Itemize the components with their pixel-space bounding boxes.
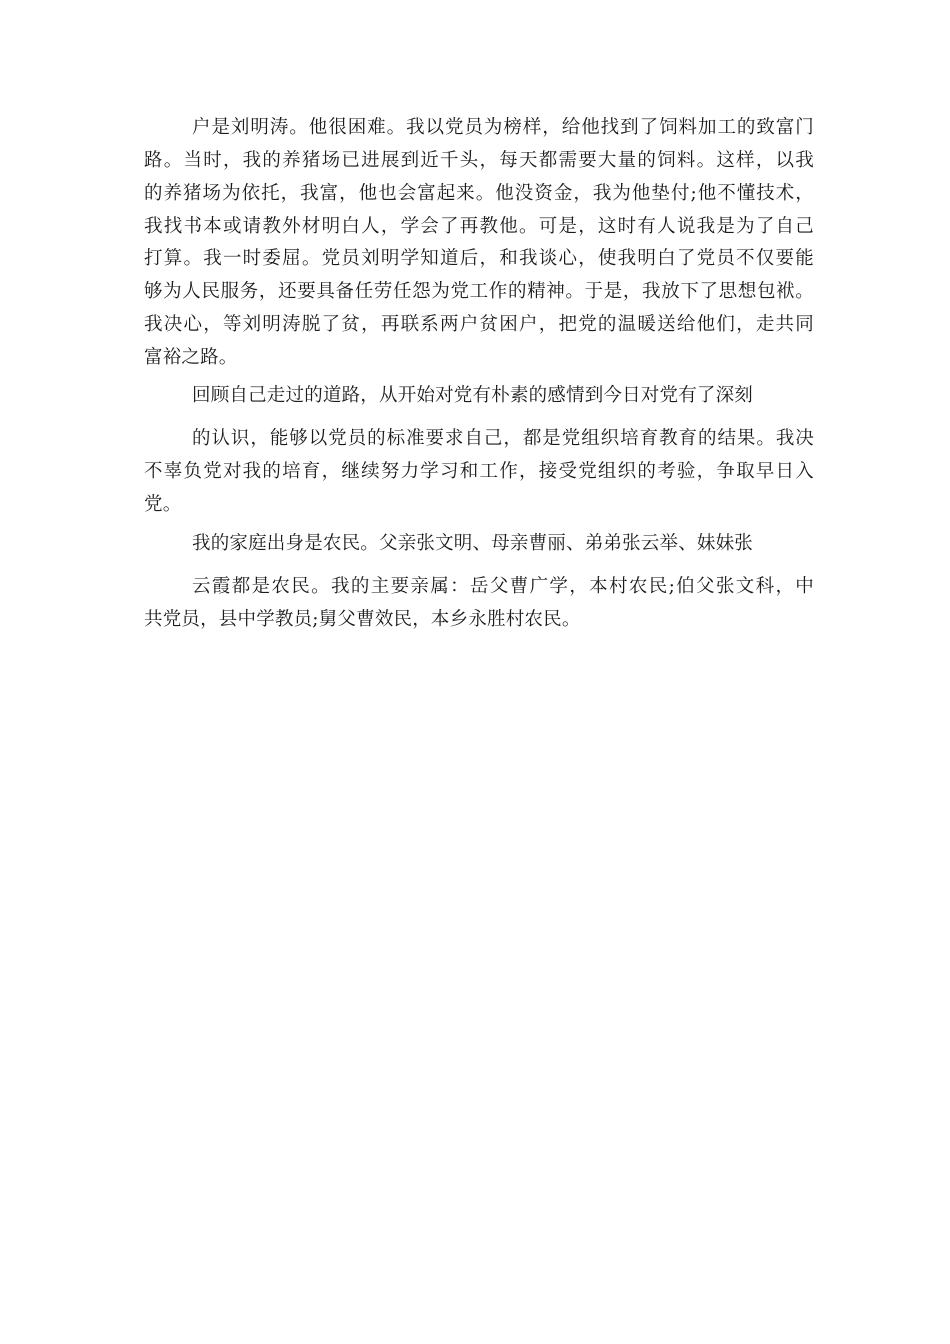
text-line: 富裕之路。 xyxy=(144,347,238,368)
text-line: 的认识，能够以党员的标准要求自己，都是党组织培育教育的结果。我决 xyxy=(192,428,814,449)
text-line: 不辜负党对我的培育，继续努力学习和工作，接受党组织的考验，争取早日入 xyxy=(144,461,814,482)
text-line: 党。 xyxy=(144,494,182,515)
text-line: 打算。我一时委屈。党员刘明学知道后，和我谈心，使我明白了党员不仅要能 xyxy=(144,248,814,269)
text-line: 够为人民服务，还要具备任劳任怨为党工作的精神。于是，我放下了思想包袱。 xyxy=(144,281,814,302)
text-line: 的养猪场为依托，我富，他也会富起来。他没资金，我为他垫付;他不懂技术， xyxy=(144,183,814,204)
text-line: 云霞都是农民。我的主要亲属：岳父曹广学，本村农民;伯父张文科，中 xyxy=(192,576,814,597)
text-line: 回顾自己走过的道路，从开始对党有朴素的感情到今日对党有了深刻 xyxy=(192,385,754,406)
text-line: 我找书本或请教外材明白人，学会了再教他。可是，这时有人说我是为了自己 xyxy=(144,216,814,237)
text-line: 户是刘明涛。他很困难。我以党员为榜样，给他找到了饲料加工的致富门 xyxy=(192,117,814,138)
text-line: 共党员，县中学教员;舅父曹效民，本乡永胜村农民。 xyxy=(144,609,581,630)
text-line: 我决心，等刘明涛脱了贫，再联系两户贫困户，把党的温暖送给他们，走共同 xyxy=(144,314,814,335)
text-line: 路。当时，我的养猪场已进展到近千头，每天都需要大量的饲料。这样，以我 xyxy=(144,150,814,171)
text-line: 我的家庭出身是农民。父亲张文明、母亲曹丽、弟弟张云举、妹妹张 xyxy=(192,533,754,554)
